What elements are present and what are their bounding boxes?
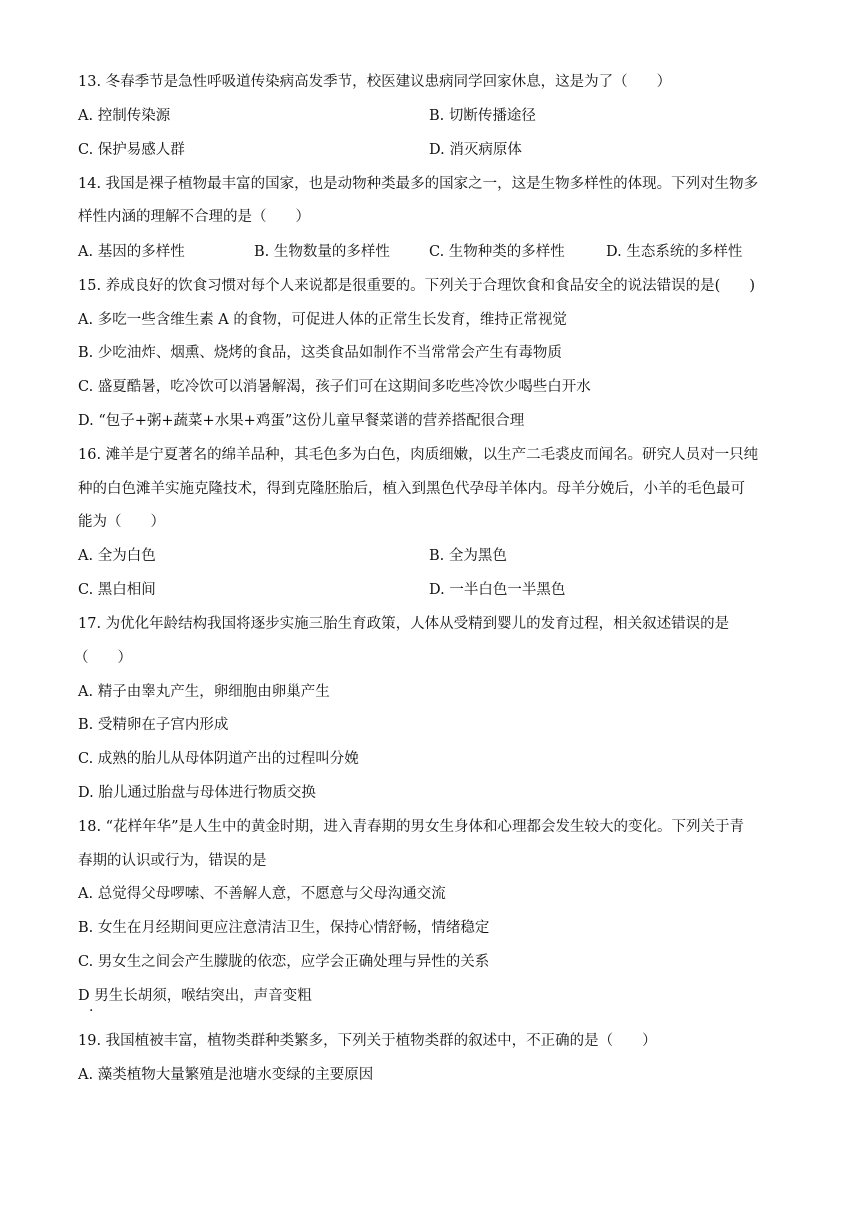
question-13-stem: 13. 冬春季节是急性呼吸道传染病高发季节，校医建议患病同学回家休息，这是为了（ ） bbox=[78, 74, 672, 90]
question-14-stem-line-2: 样性内涵的理解不合理的是（ ） bbox=[78, 209, 310, 225]
question-18-option-d-dot: · bbox=[89, 1003, 94, 1019]
question-14-option-d: D. 生态系统的多样性 bbox=[606, 244, 743, 260]
question-17-option-c: C. 成熟的胎儿从母体阴道产出的过程叫分娩 bbox=[78, 751, 359, 767]
question-17-stem-line-1: 17. 为优化年龄结构我国将逐步实施三胎生育政策，人体从受精到婴儿的发育过程，相关叙述错误的是 bbox=[78, 616, 730, 632]
question-15-option-a: A. 多吃一些含维生素 A 的食物，可促进人体的正常生长发育，维持正常视觉 bbox=[78, 312, 567, 328]
question-13-option-b: B. 切断传播途径 bbox=[429, 108, 536, 124]
question-15-option-c: C. 盛夏酷暑，吃冷饮可以消暑解渴，孩子们可在这期间多吃些冷饮少喝些白开水 bbox=[78, 379, 591, 395]
question-17-option-b: B. 受精卵在子宫内形成 bbox=[78, 717, 229, 733]
question-16-option-c: C. 黑白相间 bbox=[78, 582, 156, 598]
question-13-option-a: A. 控制传染源 bbox=[78, 108, 171, 124]
question-16-stem-line-2: 种的白色滩羊实施克隆技术，得到克隆胚胎后，植入到黑色代孕母羊体内。母羊分娩后，小羊的毛色最可 bbox=[78, 481, 745, 497]
question-14-stem-line-1: 14. 我国是裸子植物最丰富的国家，也是动物种类最多的国家之一，这是生物多样性的体现。下列对生物多 bbox=[78, 176, 759, 192]
question-18-option-a: A. 总觉得父母啰嗦、不善解人意，不愿意与父母沟通交流 bbox=[78, 886, 446, 902]
question-15-stem: 15. 养成良好的饮食习惯对每个人来说都是很重要的。下列关于合理饮食和食品安全的说法错误的是( ) bbox=[78, 278, 755, 294]
question-14-option-b: B. 生物数量的多样性 bbox=[254, 244, 390, 260]
question-14-option-a: A. 基因的多样性 bbox=[78, 244, 185, 260]
question-13-option-d: D. 消灭病原体 bbox=[429, 142, 522, 158]
question-16-stem-line-1: 16. 滩羊是宁夏著名的绵羊品种，其毛色多为白色，肉质细嫩，以生产二毛裘皮而闻名。研究人员对一只纯 bbox=[78, 447, 759, 463]
question-14-option-c: C. 生物种类的多样性 bbox=[429, 244, 565, 260]
question-15-option-b: B. 少吃油炸、烟熏、烧烤的食品，这类食品如制作不当常常会产生有毒物质 bbox=[78, 345, 562, 361]
question-16-option-d: D. 一半白色一半黑色 bbox=[429, 582, 566, 598]
question-15-option-d: D. “包子+粥+蔬菜+水果+鸡蛋”这份儿童早餐菜谱的营养搭配很合理 bbox=[78, 413, 525, 429]
question-17-option-a: A. 精子由睾丸产生，卵细胞由卵巢产生 bbox=[78, 684, 330, 700]
question-16-stem-line-3: 能为（ ） bbox=[78, 514, 165, 530]
question-16-option-b: B. 全为黑色 bbox=[429, 548, 507, 564]
question-18-option-b: B. 女生在月经期间更应注意清洁卫生，保持心情舒畅，情绪稳定 bbox=[78, 920, 490, 936]
question-17-stem-line-2: （ ） bbox=[74, 650, 132, 666]
question-18-option-d: D 男生长胡须，喉结突出，声音变粗 bbox=[78, 988, 312, 1004]
question-19-stem: 19. 我国植被丰富，植物类群种类繁多，下列关于植物类群的叙述中，不正确的是（ ） bbox=[78, 1033, 657, 1049]
question-18-stem-line-2: 春期的认识或行为，错误的是 bbox=[78, 853, 267, 869]
question-16-option-a: A. 全为白色 bbox=[78, 548, 156, 564]
question-18-option-c: C. 男女生之间会产生朦胧的依恋，应学会正确处理与异性的关系 bbox=[78, 954, 490, 970]
question-17-option-d: D. 胎儿通过胎盘与母体进行物质交换 bbox=[78, 785, 316, 801]
question-13-option-c: C. 保护易感人群 bbox=[78, 142, 185, 158]
question-19-option-a: A. 藻类植物大量繁殖是池塘水变绿的主要原因 bbox=[78, 1067, 374, 1083]
question-18-stem-line-1: 18. “花样年华”是人生中的黄金时期，进入青春期的男女生身体和心理都会发生较大的变化。下列关于青 bbox=[78, 819, 744, 835]
